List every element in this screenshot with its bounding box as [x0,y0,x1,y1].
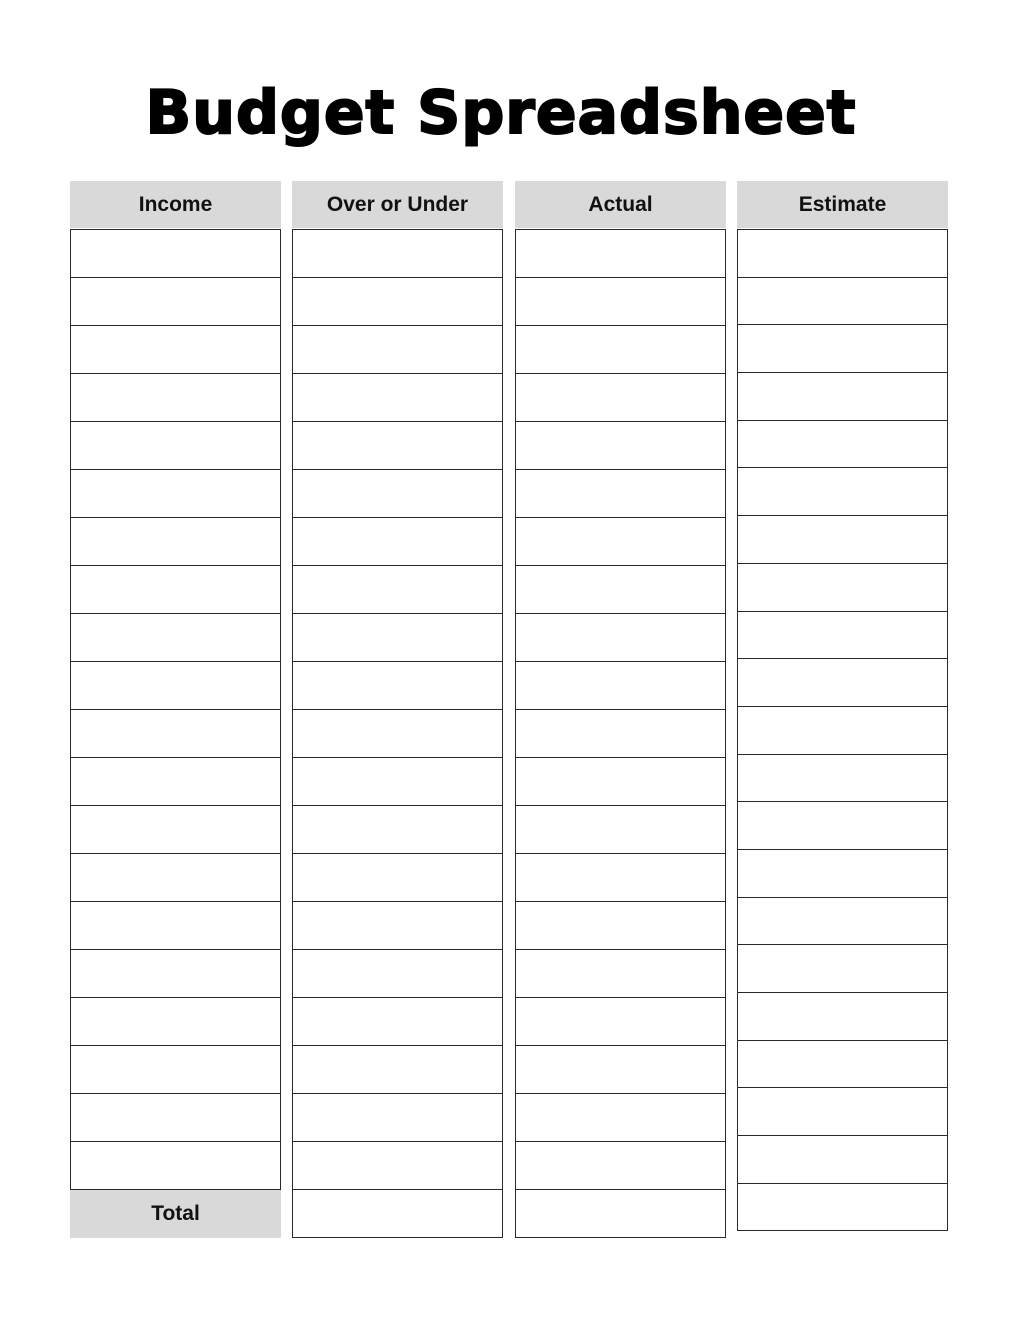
table-cell[interactable] [515,373,726,422]
table-cell[interactable] [70,325,281,374]
table-cell[interactable] [292,421,503,470]
table-cell[interactable] [737,1087,948,1136]
table-cell[interactable] [515,805,726,854]
table-cell[interactable] [70,565,281,614]
table-cell[interactable] [737,229,948,278]
table-cell[interactable] [515,469,726,518]
table-cell[interactable] [292,1093,503,1142]
table-cell[interactable] [737,467,948,516]
table-cell[interactable] [292,469,503,518]
column-header-income: Income [70,181,281,228]
table-cell[interactable] [515,661,726,710]
table-cell[interactable] [292,373,503,422]
table-cell[interactable] [292,805,503,854]
table-cell[interactable] [515,901,726,950]
income-cells [70,228,281,1190]
table-cell[interactable] [70,1141,281,1190]
table-cell[interactable] [292,901,503,950]
table-cell[interactable] [292,853,503,902]
table-cell[interactable] [70,277,281,326]
table-cell[interactable] [737,706,948,755]
table-cell[interactable] [737,1040,948,1089]
table-cell[interactable] [737,992,948,1041]
table-cell[interactable] [515,1093,726,1142]
table-cell[interactable] [292,1189,503,1238]
table-cell[interactable] [292,277,503,326]
estimate-cells [737,228,948,1231]
table-cell[interactable] [515,421,726,470]
column-header-estimate: Estimate [737,181,948,228]
table-cell[interactable] [292,757,503,806]
table-cell[interactable] [737,1135,948,1184]
table-cell[interactable] [292,997,503,1046]
column-income [70,181,281,1238]
table-cell[interactable] [292,229,503,278]
table-cell[interactable] [737,897,948,946]
table-cell[interactable] [515,709,726,758]
table-cell[interactable] [737,801,948,850]
table-cell[interactable] [292,709,503,758]
table-cell[interactable] [70,805,281,854]
table-cell[interactable] [70,1045,281,1094]
table-cell[interactable] [70,709,281,758]
table-cell[interactable] [737,324,948,373]
table-cell[interactable] [70,421,281,470]
table-cell[interactable] [515,997,726,1046]
table-cell[interactable] [737,944,948,993]
table-cell[interactable] [737,420,948,469]
page-title: Budget Spreadsheet [145,78,857,148]
table-cell[interactable] [292,565,503,614]
column-over-or-under [292,181,503,1238]
table-cell[interactable] [737,563,948,612]
table-cell[interactable] [70,517,281,566]
table-cell[interactable] [515,517,726,566]
table-cell[interactable] [70,901,281,950]
column-estimate [737,181,948,1231]
table-cell[interactable] [515,757,726,806]
table-cell[interactable] [292,1141,503,1190]
table-cell[interactable] [515,229,726,278]
table-cell[interactable] [737,849,948,898]
table-cell[interactable] [292,517,503,566]
table-cell[interactable] [515,1045,726,1094]
table-cell[interactable] [515,853,726,902]
table-cell[interactable] [70,469,281,518]
table-cell[interactable] [70,613,281,662]
over-under-cells [292,228,503,1238]
table-cell[interactable] [737,754,948,803]
total-label: Total [70,1190,281,1238]
column-header-over-or-under: Over or Under [292,181,503,228]
table-cell[interactable] [737,611,948,660]
table-cell[interactable] [70,661,281,710]
table-cell[interactable] [515,565,726,614]
table-cell[interactable] [292,661,503,710]
table-cell[interactable] [70,229,281,278]
table-cell[interactable] [292,325,503,374]
table-cell[interactable] [737,1183,948,1232]
table-cell[interactable] [70,373,281,422]
table-cell[interactable] [70,853,281,902]
table-cell[interactable] [292,1045,503,1094]
table-cell[interactable] [70,997,281,1046]
table-cell[interactable] [292,613,503,662]
table-cell[interactable] [515,1189,726,1238]
table-cell[interactable] [737,372,948,421]
column-header-actual: Actual [515,181,726,228]
table-cell[interactable] [515,613,726,662]
table-cell[interactable] [515,1141,726,1190]
table-cell[interactable] [515,325,726,374]
table-cell[interactable] [70,1093,281,1142]
table-cell[interactable] [737,515,948,564]
table-cell[interactable] [515,277,726,326]
table-cell[interactable] [737,277,948,326]
table-cell[interactable] [70,757,281,806]
actual-cells [515,228,726,1238]
column-actual [515,181,726,1238]
table-cell[interactable] [70,949,281,998]
table-cell[interactable] [292,949,503,998]
table-cell[interactable] [737,658,948,707]
table-cell[interactable] [515,949,726,998]
